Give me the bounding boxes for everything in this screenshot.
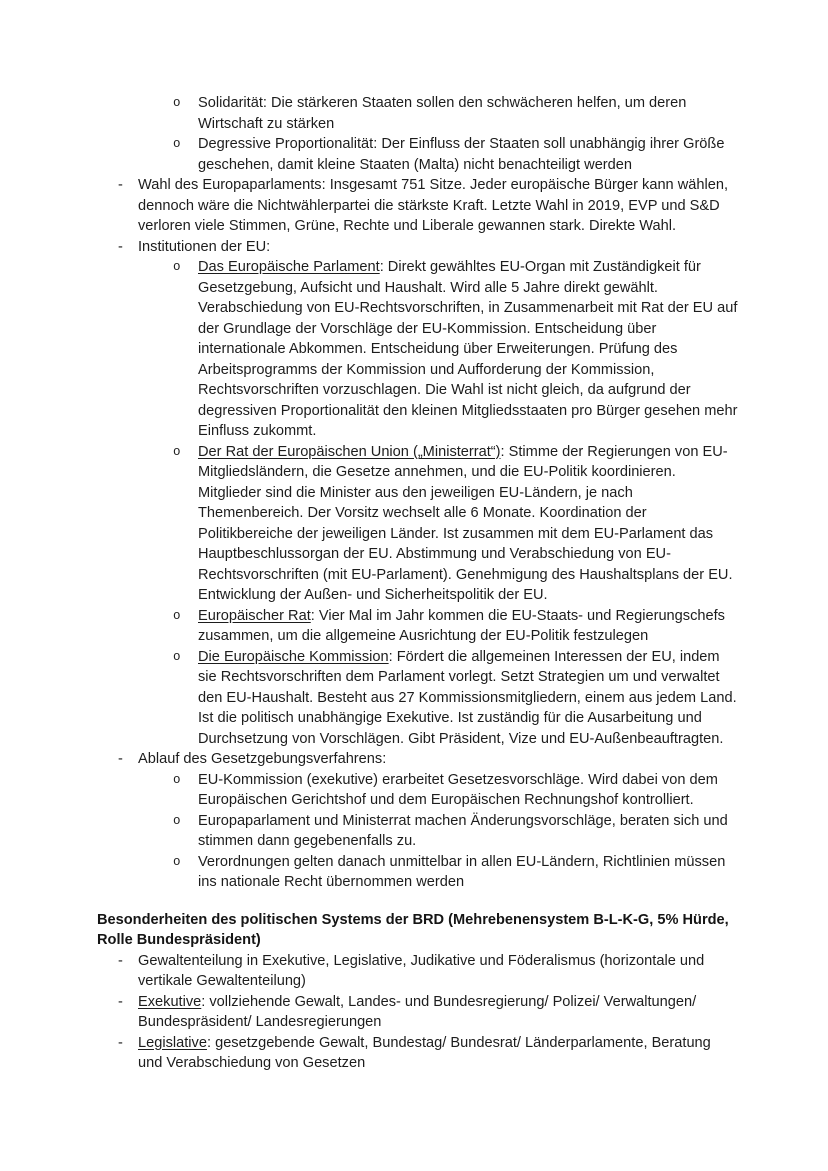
- item-text: : gesetzgebende Gewalt, Bundestag/ Bundesrat/ Länderparlamente, Beratung und Verabschiedung von Gesetzen: [138, 1034, 711, 1071]
- item-lead: Exekutive: [138, 993, 202, 1010]
- dash-bullet-icon: -: [118, 952, 123, 969]
- item-body: [198, 649, 737, 747]
- list-item: [97, 852, 738, 893]
- list-item: [97, 134, 738, 175]
- item-body: [138, 751, 386, 767]
- item-body: [198, 444, 733, 604]
- list-item: [97, 237, 738, 258]
- item-body: [198, 136, 724, 173]
- circle-bullet-icon: o: [173, 608, 181, 623]
- item-body: [198, 95, 686, 132]
- item-text: Solidarität: Die stärkeren Staaten sollen den schwächeren helfen, um deren Wirtschaft zu stärken: [198, 95, 687, 132]
- list-item: [97, 442, 738, 606]
- list-item: [97, 257, 738, 442]
- page-content: [97, 93, 738, 1074]
- list-item: [97, 811, 738, 852]
- item-text: EU-Kommission (exekutive) erarbeitet Gesetzesvorschläge. Wird dabei von dem Europäischen Gerichtshof und dem Europäischen Rechnungshof kontrolliert.: [198, 771, 718, 808]
- item-text: Verordnungen gelten danach unmittelbar in allen EU-Ländern, Richtlinien müssen ins nationale Recht übernommen werden: [198, 853, 726, 890]
- item-text: : Stimme der Regierungen von EU-Mitgliedsländern, die Gesetze annehmen, und die EU-Politik koordinieren. Mitglieder sind die Minister aus den jeweiligen EU-Ländern, je nach Themenbereich. Der Vorsitz wechselt alle 6 Monate. Koordination der Politikbereiche der jeweiligen Länder. Ist zusammen mit dem EU-Parlament das Hauptbeschlussorgan der EU. Abstimmung und Verabschiedung von EU-Rechtsvorschriften (mit EU-Parlament). Genehmigung des Haushaltsplans der EU. Entwicklung der Außen- und Sicherheitspolitik der EU.: [198, 443, 733, 603]
- item-body: [138, 953, 704, 990]
- list-item: [97, 93, 738, 134]
- item-lead: Das Europäische Parlament: [198, 259, 380, 275]
- item-text: : Fördert die allgemeinen Interessen der EU, indem sie Rechtsvorschriften dem Parlament vorlegt. Setzt Strategien um und verwaltet den EU-Haushalt. Besteht aus 27 Kommissionsmitgliedern, einem aus jedem Land. Ist die politisch unabhängige Exekutive. Ist zuständig für die Ausarbeitung und Durchsetzung von Vorschlägen. Gibt Präsident, Vize und EU-Außenbeauftragten.: [198, 648, 737, 747]
- dash-bullet-icon: -: [118, 993, 123, 1010]
- item-text: Degressive Proportionalität: Der Einfluss der Staaten soll unabhängig ihrer Größe geschehen, damit kleine Staaten (Malta) nicht benachteiligt werden: [198, 136, 725, 173]
- list-item: [97, 606, 738, 647]
- item-body: [138, 1035, 711, 1072]
- item-text: Wahl des Europaparlaments: Insgesamt 751 Sitze. Jeder europäische Bürger kann wählen, dennoch wäre die Nichtwählerpartei die stärkste Kraft. Letzte Wahl in 2019, EVP und S&D verloren viele Stimmen, Grüne, Rechte und Liberale gewannen stark. Direkte Wahl.: [138, 177, 729, 234]
- circle-bullet-icon: o: [173, 444, 181, 459]
- item-body: [138, 994, 696, 1031]
- item-lead: Europäischer Rat: [198, 607, 311, 624]
- item-body: [138, 177, 728, 234]
- item-text: : Direkt gewähltes EU-Organ mit Zuständigkeit für Gesetzgebung, Aufsicht und Haushalt. Wird alle 5 Jahre direkt gewählt. Verabschiedung von EU-Rechtsvorschriften, in Zusammenarbeit mit Rat der EU auf der Grundlage der Vorschläge der EU-Kommission. Entscheidung über internationale Abkommen. Entscheidung über Erweiterungen. Prüfung des Arbeitsprogramms der Kommission und Aufforderung der Kommission, Rechtsvorschriften vorzuschlagen. Die Wahl ist nicht gleich, da aufgrund der degressiven Proportionalität den kleinen Mitgliedsstaaten pro Bürger gesehen mehr Einfluss zukommt.: [198, 259, 738, 439]
- circle-bullet-icon: o: [173, 137, 181, 151]
- list-item: [97, 749, 738, 770]
- dash-bullet-icon: -: [118, 751, 123, 767]
- item-body: [198, 608, 725, 645]
- dash-bullet-icon: -: [118, 238, 123, 255]
- item-text: : Vier Mal im Jahr kommen die EU-Staats- und Regierungschefs zusammen, um die allgemeine Ausrichtung der EU-Politik festzulegen: [198, 607, 725, 644]
- item-text: : vollziehende Gewalt, Landes- und Bundesregierung/ Polizei/ Verwaltungen/ Bundespräsident/ Landesregierungen: [138, 993, 697, 1030]
- list-item: [97, 175, 738, 237]
- item-text: Institutionen der EU:: [138, 238, 271, 255]
- item-body: [198, 772, 718, 809]
- list-item: [97, 647, 738, 750]
- circle-bullet-icon: o: [173, 854, 181, 869]
- circle-bullet-icon: o: [173, 813, 181, 828]
- circle-bullet-icon: o: [173, 96, 181, 110]
- item-body: [198, 259, 737, 439]
- list-item: [97, 770, 738, 811]
- item-text: Gewaltenteilung in Exekutive, Legislative, Judikative und Föderalismus (horizontale und vertikale Gewaltenteilung): [138, 952, 705, 989]
- dash-bullet-icon: -: [118, 177, 123, 193]
- item-body: [198, 813, 728, 850]
- item-body: [198, 854, 725, 891]
- item-lead: Der Rat der Europäischen Union („Ministerrat“): [198, 443, 501, 460]
- circle-bullet-icon: o: [173, 260, 181, 274]
- circle-bullet-icon: o: [173, 649, 181, 664]
- item-text: Europaparlament und Ministerrat machen Änderungsvorschläge, beraten sich und stimmen dann gegebenenfalls zu.: [198, 812, 728, 849]
- list-item: [97, 1033, 738, 1074]
- item-body: [138, 239, 270, 255]
- list-item: [97, 992, 738, 1033]
- list-item: [97, 951, 738, 992]
- item-lead: Die Europäische Kommission: [198, 648, 389, 665]
- section-heading: Besonderheiten des politischen Systems der BRD (Mehrebenensystem B-L-K-G, 5% Hürde, Rolle Bundespräsident): [97, 911, 729, 948]
- dash-bullet-icon: -: [118, 1034, 123, 1051]
- item-lead: Legislative: [138, 1034, 207, 1051]
- circle-bullet-icon: o: [173, 772, 181, 787]
- item-text: Ablauf des Gesetzgebungsverfahrens:: [138, 751, 387, 767]
